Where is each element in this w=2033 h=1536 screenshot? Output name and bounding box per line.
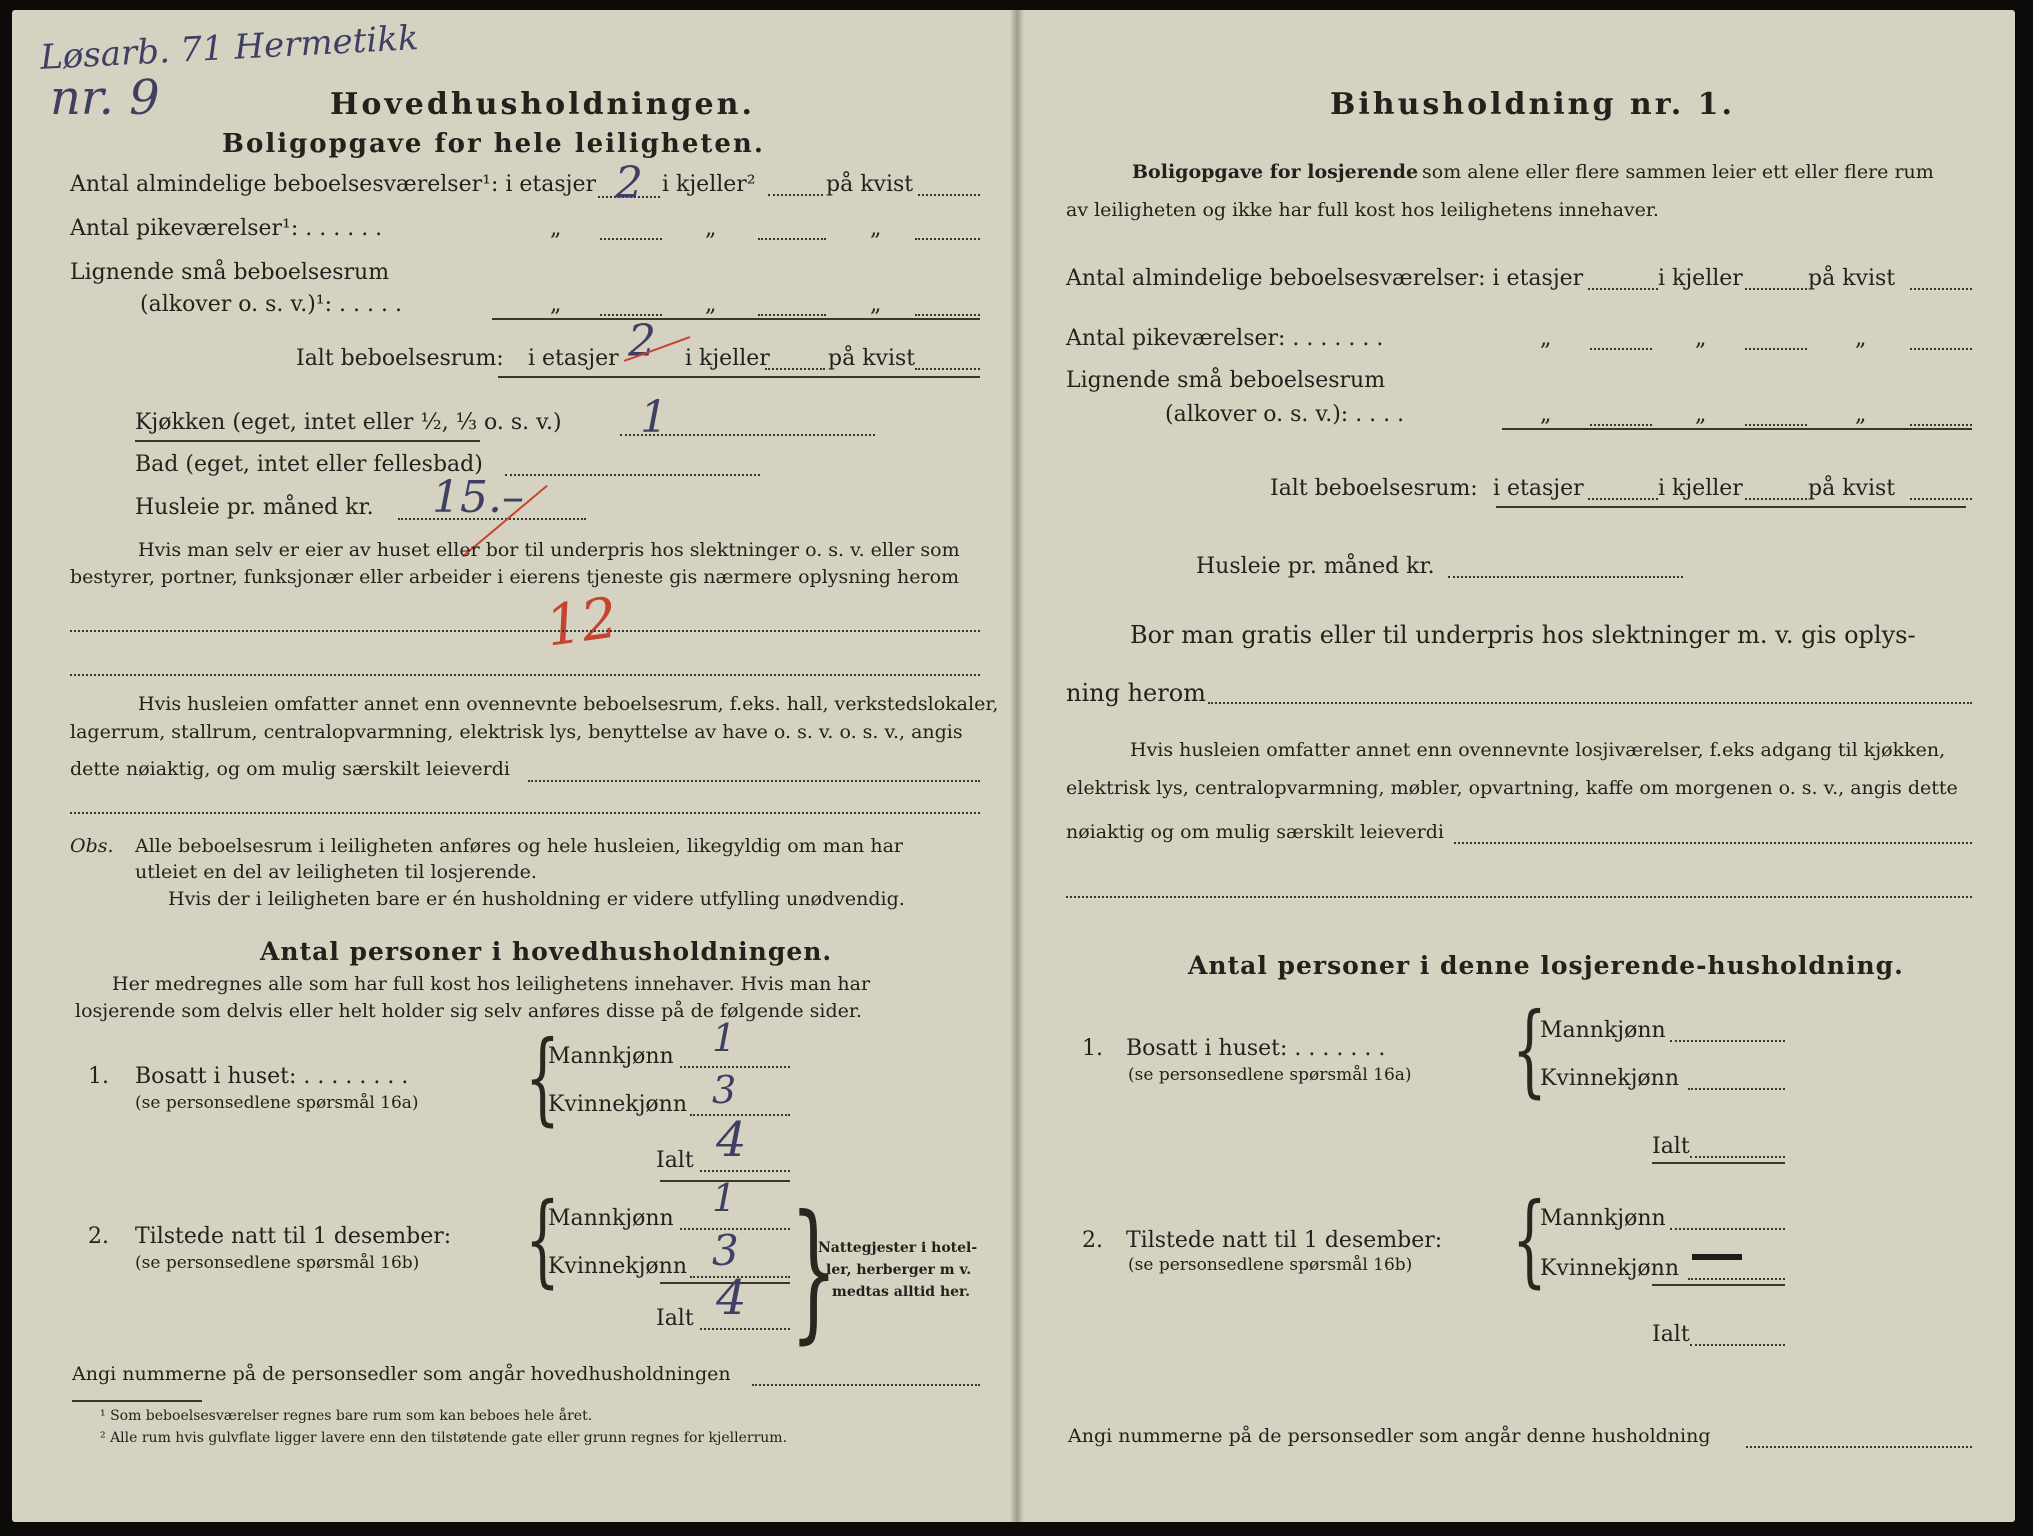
rooms-cellar-line [768, 194, 823, 196]
ditto-mark: „ [550, 216, 562, 241]
kitchen-value[interactable]: 1 [640, 392, 668, 443]
q1-label: Bosatt i huset: . . . . . . . . [135, 1064, 409, 1089]
inclusions-line3: nøiaktig og om mulig særskilt leieverdi [1066, 821, 1444, 843]
maid-cellar-line [1745, 348, 1807, 350]
q2-number: 2. [88, 1224, 109, 1249]
q2-number: 2. [1082, 1228, 1103, 1253]
q1-number: 1. [88, 1064, 109, 1089]
page-title: Hovedhusholdningen. [330, 87, 755, 122]
q2-male-label: Mannkjønn [1540, 1206, 1666, 1231]
q1-total-rule [1652, 1162, 1785, 1164]
total-attic-line [915, 368, 980, 370]
total-floor-label: i etasjer [1493, 476, 1584, 501]
persons-title: Antal personer i hovedhusholdningen. [260, 937, 833, 966]
q1-total-line [1690, 1156, 1785, 1158]
similar-rooms-sublabel: (alkover o. s. v.): . . . . [1165, 402, 1405, 427]
ditto-mark: „ [1540, 402, 1552, 427]
intro-bold: Boligopgave for losjerende [1132, 161, 1419, 183]
q1-sublabel: (se personsedlene spørsmål 16a) [1128, 1065, 1412, 1085]
footnote-1: ¹ Som beboelsesværelser regnes bare rum som kan beboes hele året. [100, 1408, 593, 1424]
total-attic-line [1910, 498, 1972, 500]
total-rooms-label: Ialt beboelsesrum: [1270, 476, 1478, 501]
q1-total-label: Ialt [656, 1148, 694, 1173]
maid-floor-line [1590, 348, 1652, 350]
inclusions-line [528, 780, 980, 782]
footnote-rule [72, 1400, 202, 1402]
q2-total-line [1690, 1344, 1785, 1346]
similar-cellar-line [758, 314, 826, 316]
sum-rule [492, 318, 980, 320]
q2-sublabel: (se personsedlene spørsmål 16b) [135, 1253, 420, 1273]
q2-label: Tilstede natt til 1 desember: [135, 1224, 452, 1249]
total-floor-line [1588, 498, 1658, 500]
q1-total-label: Ialt [1652, 1134, 1690, 1159]
ditto-mark: „ [1695, 402, 1707, 427]
inclusions-line [1066, 896, 1972, 898]
owner-note-line2: bestyrer, portner, funksjonær eller arbeider i eierens tjeneste gis nærmere oplysning herom [70, 566, 960, 588]
persons-title: Antal personer i denne losjerende-husholdning. [1188, 951, 1904, 980]
page-title: Bihusholdning nr. 1. [1330, 87, 1735, 122]
total-floor-label: i etasjer [528, 346, 619, 371]
rooms-attic-label: på kvist [826, 172, 914, 197]
rooms-cellar-line [1745, 288, 1807, 290]
numbers-label: Angi nummerne på de personsedler som angår hovedhusholdningen [72, 1363, 731, 1385]
q2-male-line [1670, 1228, 1785, 1230]
ditto-mark: „ [1695, 326, 1707, 351]
q1-male-label: Mannkjønn [1540, 1018, 1666, 1043]
q1-male-value[interactable]: 1 [712, 1016, 737, 1060]
total-cellar-label: i kjeller [685, 346, 770, 371]
total-cellar-label: i kjeller [1658, 476, 1743, 501]
total-attic-label: på kvist [828, 346, 916, 371]
obs-line3: Hvis der i leiligheten bare er én husholdning er videre utfylling unødvendig. [168, 888, 905, 910]
similar-floor-line [1590, 424, 1652, 426]
persons-note-line2: losjerende som delvis eller helt holder sig selv anføres disse på de følgende sider. [75, 1000, 862, 1022]
obs-line2: utleiet en del av leiligheten til losjerende. [135, 861, 537, 883]
inclusions-line [70, 812, 980, 814]
rooms-label: Antal almindelige beboelsesværelser: i etasjer [1066, 266, 1584, 291]
page-fold [1010, 10, 1024, 1522]
maid-attic-line [1910, 348, 1972, 350]
inclusions-line [1454, 842, 1972, 844]
q2-male-label: Mannkjønn [548, 1206, 674, 1231]
guest-note-line1: Nattegjester i hotel- [818, 1240, 978, 1256]
q2-female-line [1688, 1278, 1785, 1280]
maid-cellar-line [758, 238, 826, 240]
q1-number: 1. [1082, 1036, 1103, 1061]
total-cellar-line [765, 368, 825, 370]
brace: { [1512, 991, 1547, 1108]
q1-total-value[interactable]: 4 [716, 1112, 747, 1168]
inclusions-line1: Hvis husleien omfatter annet enn ovennevnte losjiværelser, f.eks adgang til kjøkken, [1130, 739, 1946, 761]
red-annotation: 12 [541, 585, 622, 660]
ink-dash [1692, 1254, 1742, 1260]
brace: { [1512, 1181, 1547, 1298]
similar-rooms-sublabel: (alkover o. s. v.)¹: . . . . . [140, 292, 402, 317]
similar-cellar-line [1745, 424, 1807, 426]
rooms-attic-label: på kvist [1808, 266, 1896, 291]
kitchen-label: Kjøkken (eget, intet eller ½, ⅓ o. s. v.) [135, 410, 562, 435]
rooms-floor-value[interactable]: 2 [615, 158, 643, 209]
brace: { [525, 1019, 560, 1136]
maid-floor-line [600, 238, 662, 240]
maid-rooms-label: Antal pikeværelser¹: . . . . . . [70, 216, 383, 241]
intro-line1: som alene eller flere sammen leier ett eller flere rum [1422, 161, 1934, 183]
rent-line [1448, 576, 1683, 578]
rooms-attic-line [918, 194, 980, 196]
owner-note-line1: Hvis man selv er eier av huset eller bor til underpris hos slektninger o. s. v. eller som [138, 539, 960, 561]
rooms-floor-line [1588, 288, 1658, 290]
ditto-mark: „ [705, 216, 717, 241]
free-note-line [1208, 702, 1972, 704]
bath-label: Bad (eget, intet eller fellesbad) [135, 452, 483, 477]
q1-female-label: Kvinnekjønn [548, 1092, 687, 1117]
rooms-label: Antal almindelige beboelsesværelser¹: i etasjer [70, 172, 597, 197]
page-subtitle: Boligopgave for hele leiligheten. [222, 129, 765, 159]
q1-total-line [700, 1170, 790, 1172]
q1-female-label: Kvinnekjønn [1540, 1066, 1679, 1091]
ditto-mark: „ [550, 292, 562, 317]
q2-total-line [700, 1328, 790, 1330]
rent-label: Husleie pr. måned kr. [1196, 554, 1435, 579]
ditto-mark: „ [1855, 402, 1867, 427]
numbers-label: Angi nummerne på de personsedler som angår denne husholdning [1068, 1425, 1711, 1447]
kitchen-underline [135, 440, 480, 442]
handwritten-annotation-top: Løsarb. 71 Hermetikk [39, 18, 420, 78]
obs-line1: Alle beboelsesrum i leiligheten anføres og hele husleien, likegyldig om man har [135, 835, 903, 857]
q1-sublabel: (se personsedlene spørsmål 16a) [135, 1093, 419, 1113]
q2-total-label: Ialt [1652, 1322, 1690, 1347]
similar-rooms-label: Lignende små beboelsesrum [1066, 368, 1386, 393]
q2-female-value[interactable]: 3 [712, 1226, 739, 1275]
total-rule [498, 376, 980, 378]
rooms-cellar-label: i kjeller² [662, 172, 756, 197]
rooms-attic-line [1910, 288, 1972, 290]
inclusions-note-line3: dette nøiaktig, og om mulig særskilt leieverdi [70, 758, 510, 780]
rent-value[interactable]: 15.– [432, 472, 524, 523]
ditto-mark: „ [705, 292, 717, 317]
ditto-mark: „ [870, 216, 882, 241]
q1-male-label: Mannkjønn [548, 1044, 674, 1069]
q2-male-value[interactable]: 1 [712, 1176, 737, 1220]
handwritten-number: nr. 9 [50, 70, 160, 126]
sum-rule [1502, 428, 1972, 430]
q1-male-line [1670, 1040, 1785, 1042]
inclusions-note-line2: lagerrum, stallrum, centralopvarmning, elektrisk lys, benyttelse av have o. s. v. o. s. v., angis [70, 721, 963, 743]
obs-label: Obs. [70, 835, 114, 857]
persons-note-line1: Her medregnes alle som har full kost hos leilighetens innehaver. Hvis man har [112, 973, 871, 995]
q2-female-label: Kvinnekjønn [548, 1254, 687, 1279]
rooms-cellar-label: i kjeller [1658, 266, 1743, 291]
total-attic-label: på kvist [1808, 476, 1896, 501]
q2-total-value[interactable]: 4 [716, 1270, 747, 1326]
brace: { [525, 1181, 560, 1298]
inclusions-note-line1: Hvis husleien omfatter annet enn ovennevnte beboelsesrum, f.eks. hall, verkstedslokaler, [138, 693, 999, 715]
q2-label: Tilstede natt til 1 desember: [1126, 1228, 1443, 1253]
guest-note-line2: ler, herberger m v. [826, 1262, 972, 1278]
guest-note-line3: medtas alltid her. [832, 1284, 971, 1300]
q1-female-value[interactable]: 3 [712, 1068, 737, 1112]
similar-rooms-label: Lignende små beboelsesrum [70, 260, 390, 285]
q1-female-line [1688, 1088, 1785, 1090]
bath-line [505, 474, 760, 476]
owner-note-line [70, 630, 980, 632]
total-rooms-label: Ialt beboelsesrum: [296, 346, 504, 371]
q2-total-label: Ialt [656, 1306, 694, 1331]
q2-subtotal-rule [1652, 1284, 1785, 1286]
inclusions-line2: elektrisk lys, centralopvarmning, møbler, opvartning, kaffe om morgenen o. s. v., angis dette [1066, 777, 1958, 799]
similar-attic-line [1910, 424, 1972, 426]
total-cellar-line [1745, 498, 1807, 500]
numbers-line [1746, 1446, 1972, 1448]
ditto-mark: „ [870, 292, 882, 317]
intro-line2: av leiligheten og ikke har full kost hos leilighetens innehaver. [1066, 199, 1659, 221]
similar-attic-line [915, 314, 980, 316]
numbers-line [752, 1384, 980, 1386]
free-note-line2: ning herom [1066, 679, 1206, 707]
right-brace: } [790, 1184, 838, 1358]
ditto-mark: „ [1540, 326, 1552, 351]
q2-sublabel: (se personsedlene spørsmål 16b) [1128, 1255, 1413, 1275]
free-note-line1: Bor man gratis eller til underpris hos slektninger m. v. gis oplys- [1130, 621, 1916, 649]
maid-attic-line [915, 238, 980, 240]
footnote-2: ² Alle rum hvis gulvflate ligger lavere enn den tilstøtende gate eller grunn regnes for kjellerrum. [100, 1430, 788, 1446]
maid-rooms-label: Antal pikeværelser: . . . . . . . [1066, 326, 1384, 351]
owner-note-line [70, 674, 980, 676]
total-floor-value[interactable]: 2 [628, 316, 656, 367]
rent-label: Husleie pr. måned kr. [135, 495, 374, 520]
q2-female-label: Kvinnekjønn [1540, 1256, 1679, 1281]
q1-label: Bosatt i huset: . . . . . . . [1126, 1036, 1386, 1061]
total-rule [1496, 506, 1966, 508]
ditto-mark: „ [1855, 326, 1867, 351]
